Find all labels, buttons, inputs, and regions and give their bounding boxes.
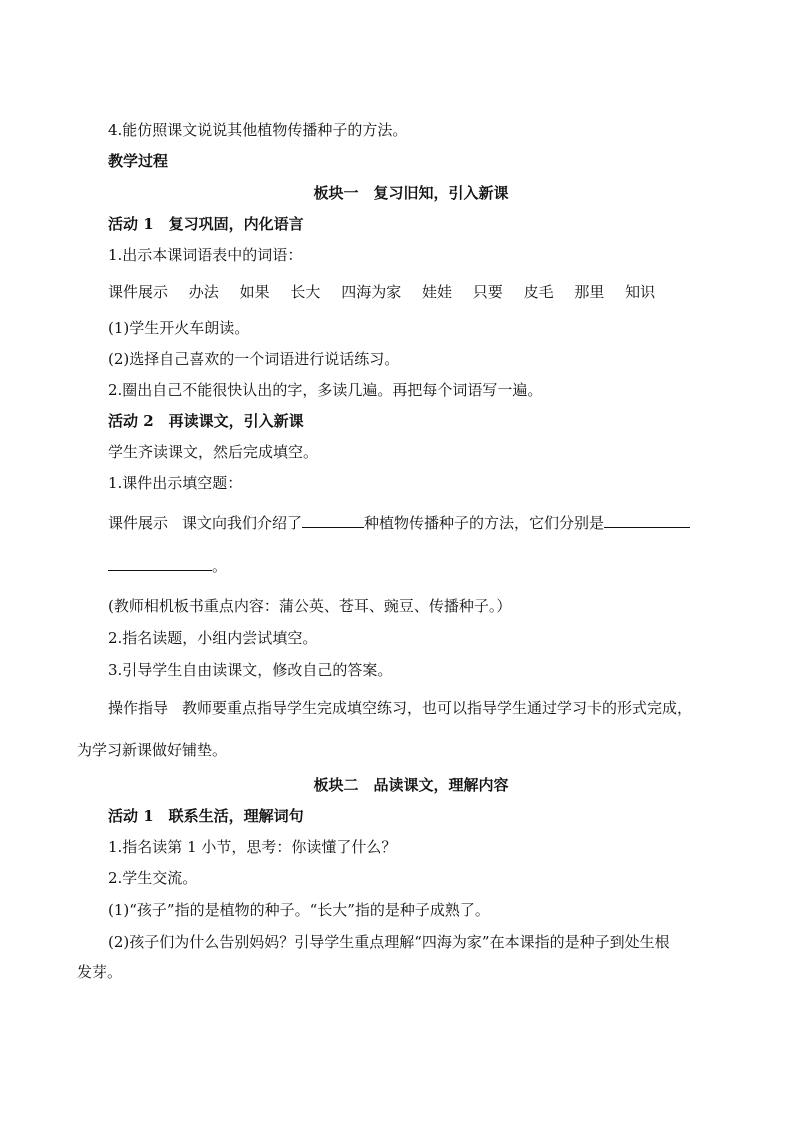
fill-step1: 1.课件出示填空题：: [108, 474, 243, 492]
board-note: (教师相机板书重点内容：蒲公英、苍耳、豌豆、传播种子。）: [108, 597, 512, 615]
fill-step2: 2.指名读题，小组内尝试填空。: [108, 629, 318, 647]
activity2-intro: 学生齐读课文，然后完成填空。: [108, 443, 319, 461]
word-item: 娃娃: [421, 283, 452, 301]
section2-sub1: (1)“孩子”指的是植物的种子。“长大”指的是种子成熟了。: [108, 901, 490, 919]
section2-activity1-title: 活动 1 联系生活，理解词句: [108, 807, 304, 825]
section2-sub2-line1: (2)孩子们为什么告别妈妈？引导学生重点理解“四海为家”在本课指的是种子到处生根: [108, 933, 670, 951]
section1-sub1: (1)学生开火车朗读。: [108, 319, 250, 337]
blank-line: [604, 512, 690, 528]
fill-text-a: 课文向我们介绍了: [182, 514, 303, 532]
section2-step1: 1.指名读第 1 小节，思考：你读懂了什么？: [108, 838, 397, 856]
word-item: 如果: [239, 283, 270, 301]
word-item: 四海为家: [341, 283, 402, 301]
fill-question: [108, 512, 690, 533]
word-item: 知识: [625, 283, 656, 301]
section1-sub2: (2)选择自己喜欢的一个词语进行说话练习。: [108, 350, 400, 368]
fill-end: 。: [212, 557, 228, 575]
section1-step2: 2.圈出自己不能很快认出的字，多读几遍。再把每个词语写一遍。: [108, 381, 543, 399]
section2-step2: 2.学生交流。: [108, 869, 198, 887]
section1-title: 板块一 复习旧知，引入新课: [313, 184, 509, 202]
blank-line: [108, 555, 212, 571]
word-item: 那里: [574, 283, 605, 301]
section1-activity2-title: 活动 2 再读课文，引入新课: [108, 412, 304, 430]
fill-step3: 3.引导学生自由读课文，修改自己的答案。: [108, 661, 393, 679]
section1-step1: 1.出示本课词语表中的词语：: [108, 246, 303, 264]
guide-text-2: 为学习新课做好铺垫。: [77, 741, 228, 759]
section2-sub2-line2: 发芽。: [77, 963, 123, 981]
word-item: 皮毛: [523, 283, 554, 301]
word-list: [108, 282, 671, 302]
fill-label: 课件展示: [108, 514, 169, 532]
section1-activity1-title: 活动 1 复习巩固，内化语言: [108, 215, 304, 233]
courseware-label: 课件展示: [108, 283, 169, 301]
word-item: 只要: [472, 283, 503, 301]
process-title: 教学过程: [108, 152, 169, 170]
word-item: 长大: [290, 283, 321, 301]
blank-line: [302, 512, 364, 528]
guide-text-1: 教师要重点指导学生完成填空练习，也可以指导学生通过学习卡的形式完成，: [182, 699, 693, 717]
word-item: 办法: [188, 283, 219, 301]
objective-4: 4.能仿照课文说说其他植物传播种子的方法。: [108, 121, 408, 139]
fill-question-continuation: [108, 555, 227, 576]
operation-guide: [108, 698, 692, 718]
guide-label: 操作指导: [108, 699, 169, 717]
section2-title: 板块二 品读课文，理解内容: [313, 776, 509, 794]
fill-text-b: 种植物传播种子的方法，它们分别是: [364, 514, 605, 532]
